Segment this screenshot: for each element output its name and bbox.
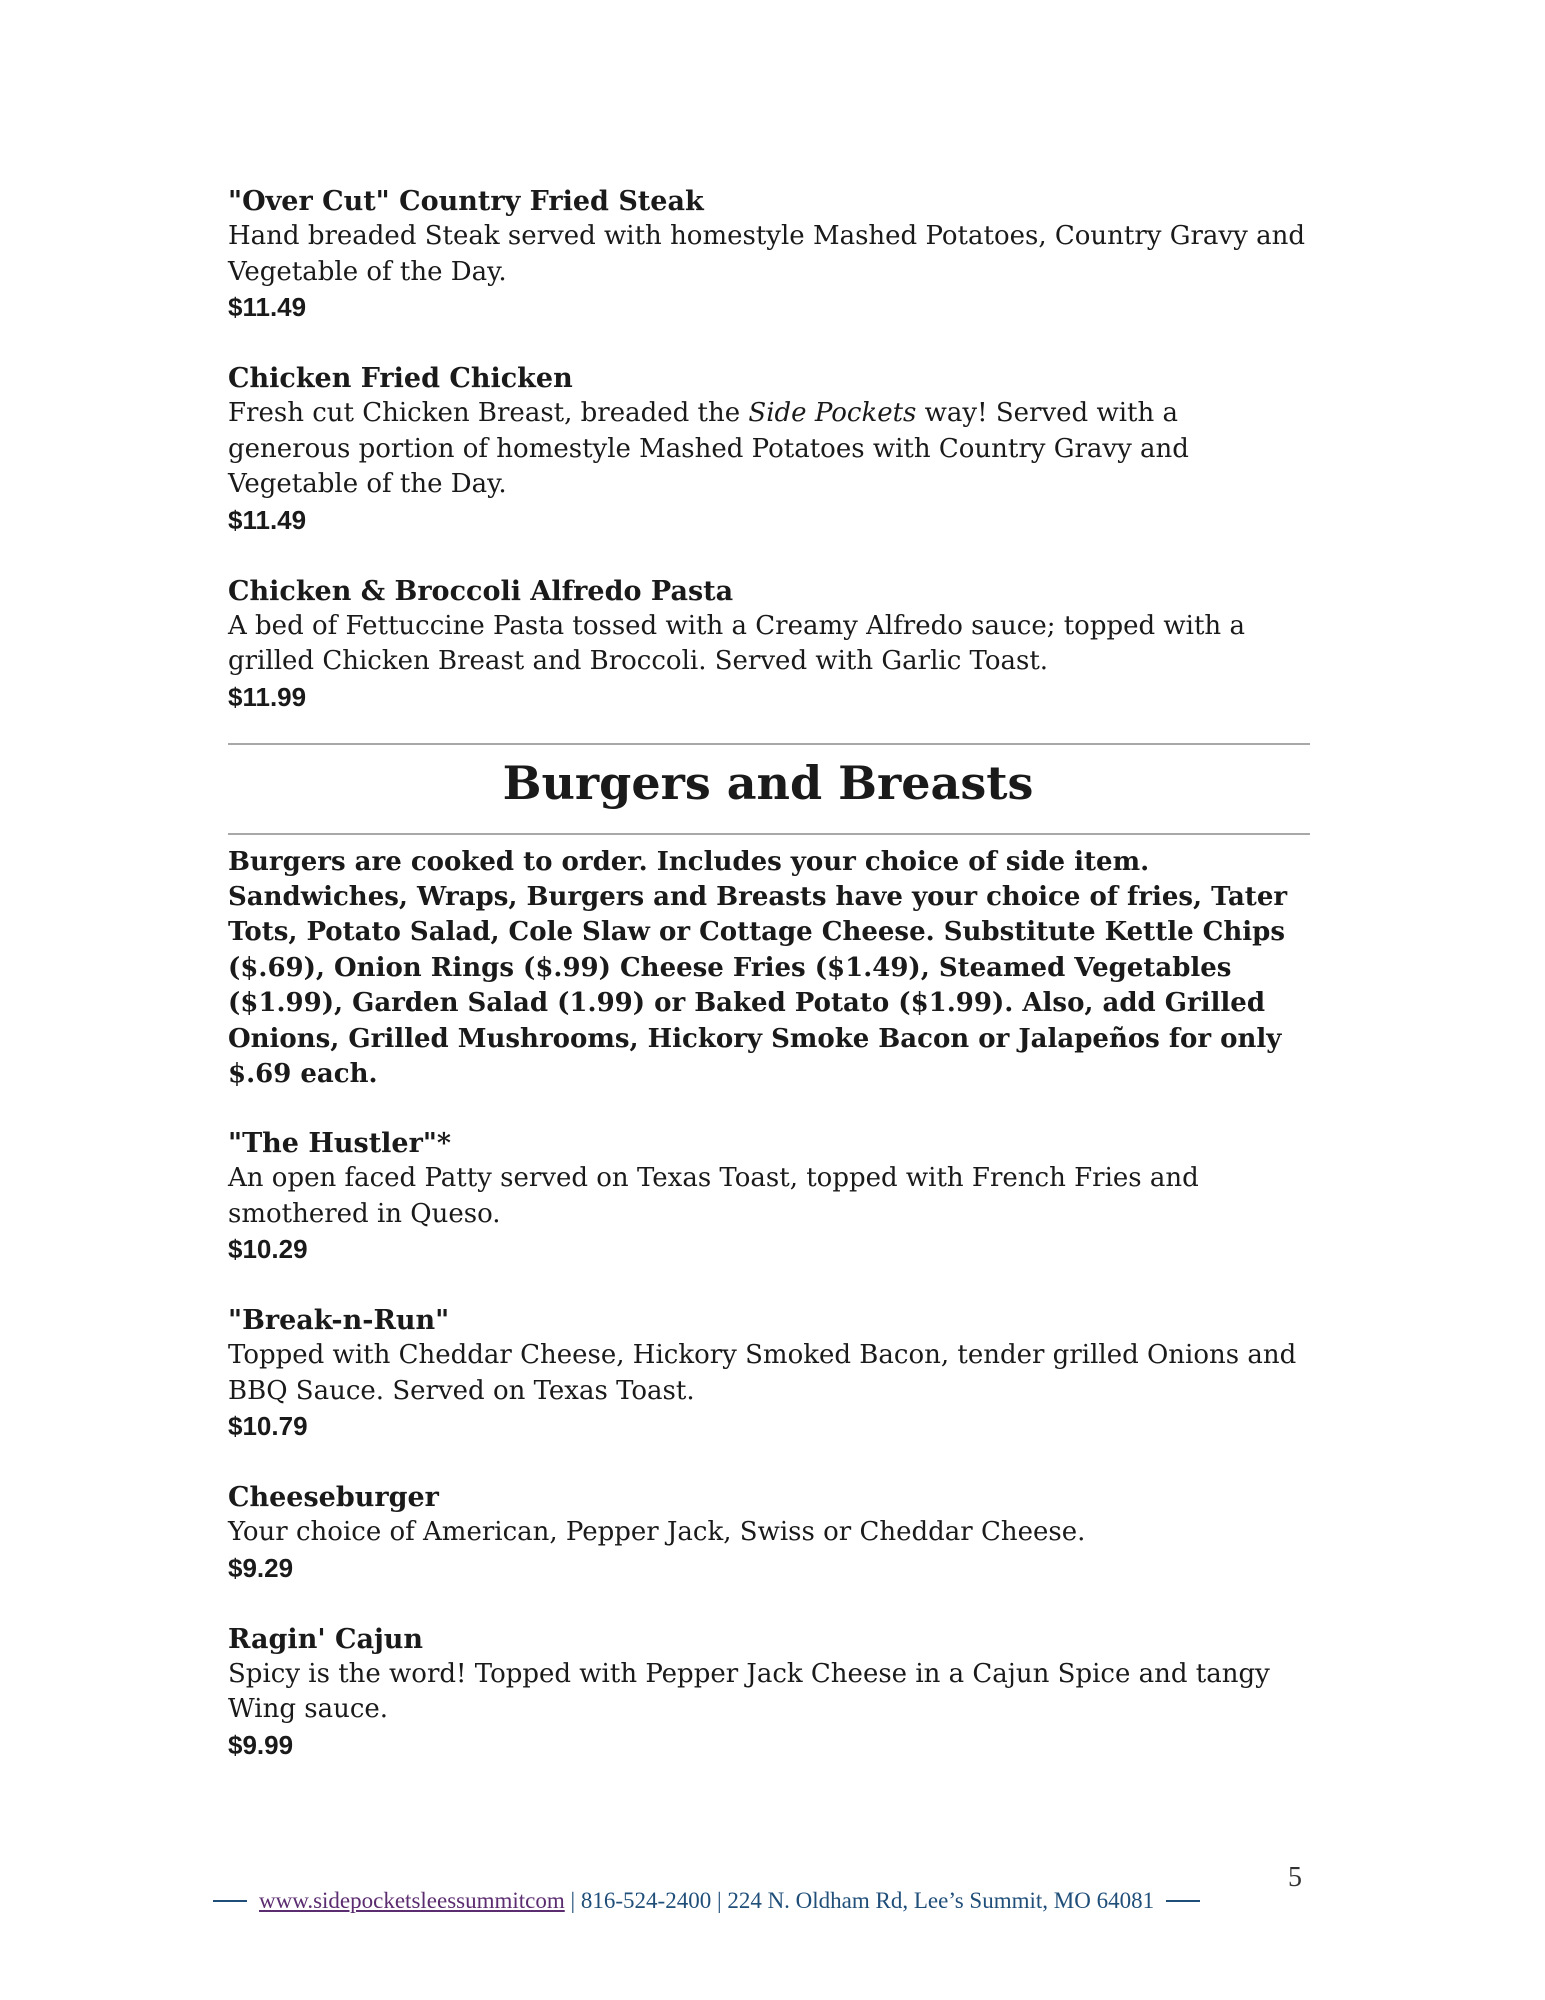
item-name: Ragin' Cajun [228,1623,423,1655]
item-name: Chicken & Broccoli Alfredo Pasta [228,575,734,607]
item-price: $9.29 [228,1552,294,1583]
section-note: Burgers are cooked to order. Includes your choice of side item. Sandwiches, Wraps, Burgers and Breasts have your choice of fries, Tater Tots, Potato Salad, Cole Slaw or Cottage Cheese. Substitute Kettle Chips ($.69), Onion Rings ($.99) Cheese Fries ($1.49), Steamed Vegetables ($1.99), Garden Salad (1.99) or Baked Potato ($1.99). Also, add Grilled Onions, Grilled Mushrooms, Hickory Smoke Bacon or Jalapeños for only $.69 each. [228,846,1288,1089]
item-name: Cheeseburger [228,1482,439,1514]
item-price: $11.99 [228,681,307,712]
item-price: $9.99 [228,1729,294,1760]
menu-page [228,184,1308,1799]
item-description-part: way! Served with a generous portion of homestyle Mashed Potatoes with Country Gravy and Vegetable of the Day. [228,398,1189,499]
item-price: $10.79 [228,1411,308,1442]
item-name: "Break-n-Run" [228,1305,450,1337]
menu-item-the-hustler [228,1126,1308,1267]
footer-separator: | [564,1888,581,1913]
item-description: Spicy is the word! Topped with Pepper Jack Cheese in a Cajun Spice and tangy Wing sauce. [228,1658,1270,1725]
section-title: Burgers and Breasts [502,755,1034,810]
restaurant-name-italic: Side Pockets [748,398,917,428]
item-description: An open faced Patty served on Texas Toast, topped with French Fries and smothered in Queso. [228,1163,1199,1229]
item-description: Your choice of American, Pepper Jack, Swiss or Cheddar Cheese. [228,1517,1086,1548]
item-description [228,396,1308,503]
item-name: "Over Cut" Country Fried Steak [228,186,704,217]
item-price: $11.49 [228,292,307,322]
item-price: $11.49 [228,504,307,535]
section-divider-top [228,743,1310,745]
menu-item-break-n-run [228,1303,1308,1444]
item-description-part: Fresh cut Chicken Breast, breaded the [228,398,749,428]
page-number: 5 [1288,1862,1302,1893]
phone-number: 816-524-2400 [580,1888,712,1913]
footer-separator: | [711,1888,728,1913]
footer-text [247,1888,1166,1914]
website-link[interactable]: www.sidepocketsleessummitcom [259,1888,565,1913]
footer-dash-right [1166,1900,1200,1902]
item-description: A bed of Fettuccine Pasta tossed with a Creamy Alfredo sauce; topped with a grilled Chicken Breast and Broccoli. Served with Garlic Toast. [228,610,1245,676]
item-name: Chicken Fried Chicken [228,363,573,394]
item-description: Hand breaded Steak served with homestyle Mashed Potatoes, Country Gravy and Vegetable of the Day. [228,221,1305,287]
menu-item-cheeseburger [228,1480,1308,1586]
page-footer [213,1888,1333,1914]
footer-dash-left [213,1900,247,1902]
menu-item-ragin-cajun [228,1622,1308,1763]
item-name: "The Hustler"* [228,1128,452,1160]
menu-item-country-fried-steak [228,184,1308,325]
section-divider-bottom [228,833,1310,835]
menu-item-chicken-fried-chicken [228,361,1308,538]
address: 224 N. Oldham Rd, Lee’s Summit, MO 64081 [727,1888,1155,1913]
item-price: $10.29 [228,1234,308,1265]
item-description: Topped with Cheddar Cheese, Hickory Smoked Bacon, tender grilled Onions and BBQ Sauce. Served on Texas Toast. [228,1340,1297,1406]
menu-item-alfredo-pasta [228,574,1308,715]
